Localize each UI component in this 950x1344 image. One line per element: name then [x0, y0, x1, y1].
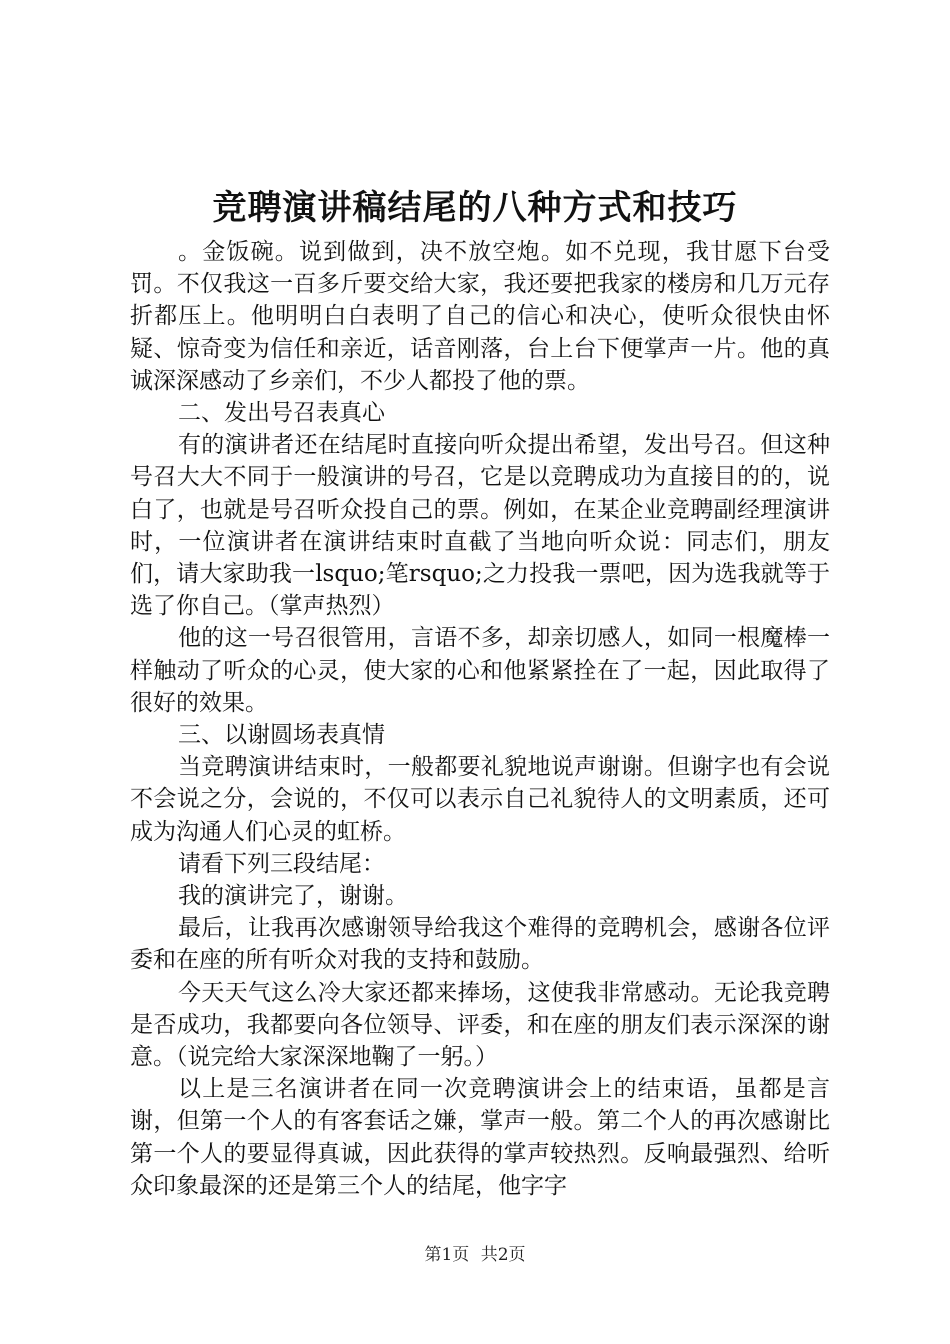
paragraph: 当竞聘演讲结束时，一般都要礼貌地说声谢谢。但谢字也有会说不会说之分，会说的，不仅可以表示自己礼貌待人的文明素质，还可成为沟通人们心灵的虹桥。	[130, 754, 830, 845]
page-footer	[0, 1240, 950, 1265]
document-body	[130, 236, 830, 1202]
paragraph: 我的演讲完了，谢谢。	[178, 883, 408, 910]
paragraph: 请看下列三段结尾：	[178, 850, 385, 877]
paragraph: 。金饭碗。说到做到，决不放空炮。如不兑现，我甘愿下台受罚。不仅我这一百多斤要交给大家，我还要把我家的楼房和几万元存折都压上。他明明白白表明了自己的信心和决心，使听众很快由怀疑、惊奇变为信任和亲近，话音刚落，台上台下便掌声一片。他的真诚深深感动了乡亲们，不少人都投了他的票。	[130, 239, 830, 394]
paragraph: 以上是三名演讲者在同一次竞聘演讲会上的结束语，虽都是言谢，但第一个人的有客套话之嫌，掌声一般。第二个人的再次感谢比第一个人的要显得真诚，因此获得的掌声较热烈。反响最强烈、给听众印象最深的还是第三个人的结尾，他字字	[130, 1076, 830, 1199]
paragraph: 他的这一号召很管用，言语不多，却亲切感人，如同一根魔棒一样触动了听众的心灵，使大家的心和他紧紧拴在了一起，因此取得了很好的效果。	[130, 625, 830, 716]
page-number: 第1页	[424, 1245, 470, 1265]
section-heading: 二、发出号召表真心	[178, 400, 385, 427]
section-heading: 三、以谢圆场表真情	[178, 722, 385, 749]
page-title: 竞聘演讲稿结尾的八种方式和技巧	[212, 188, 738, 228]
paragraph: 有的演讲者还在结尾时直接向听众提出希望，发出号召。但这种号召大大不同于一般演讲的号召，它是以竞聘成功为直接目的的，说白了，也就是号召听众投自己的票。例如，在某企业竞聘副经理演讲时，一位演讲者在演讲结束时直截了当地向听众说：同志们，朋友们，请大家助我一lsquo;笔rsquo;之力投我一票吧，因为选我就等于选了你自己。（掌声热烈）	[130, 432, 830, 620]
paragraph: 今天天气这么冷大家还都来捧场，这使我非常感动。无论我竞聘是否成功，我都要向各位领导、评委，和在座的朋友们表示深深的谢意。（说完给大家深深地鞠了一躬。）	[130, 979, 830, 1071]
paragraph: 最后，让我再次感谢领导给我这个难得的竞聘机会，感谢各位评委和在座的所有听众对我的支持和鼓励。	[130, 915, 830, 974]
page-total: 共2页	[480, 1245, 526, 1265]
